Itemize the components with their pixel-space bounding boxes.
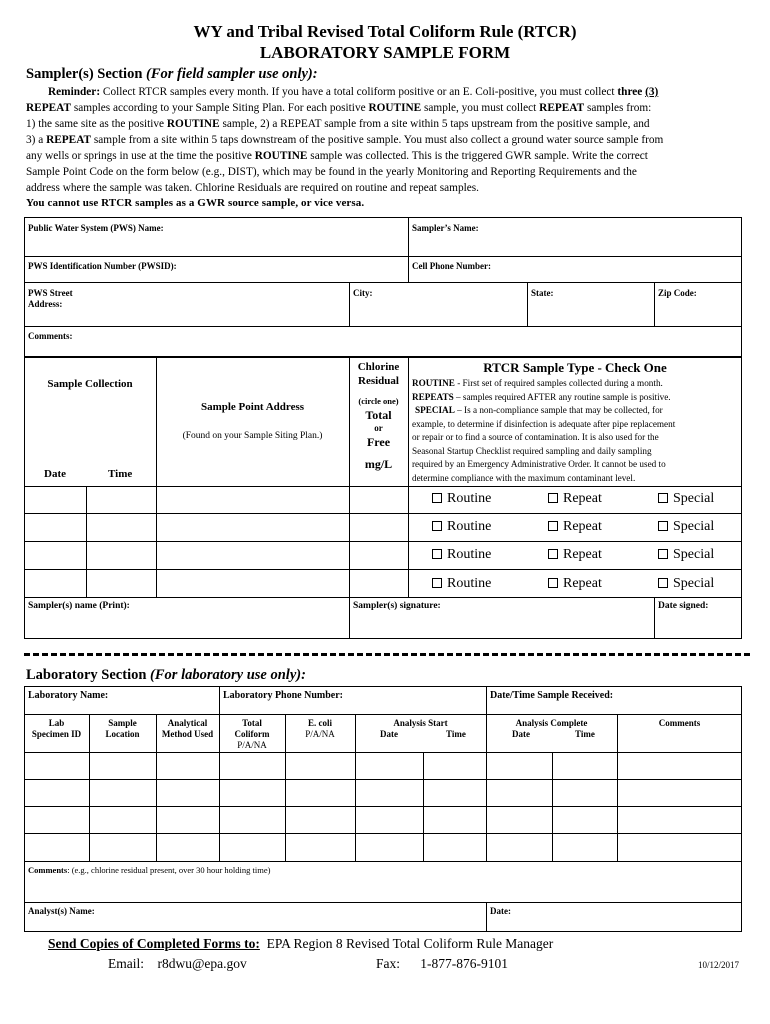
state-field[interactable]: State: — [531, 288, 554, 298]
sampler-name-field[interactable]: Sampler’s Name: — [412, 223, 479, 233]
checkbox-icon — [548, 521, 558, 531]
repeat-checkbox[interactable] — [548, 547, 602, 563]
special-checkbox[interactable] — [658, 576, 714, 592]
divider — [408, 217, 409, 282]
line5b: sample was collected. This is the triggered GWR sample. Write the correct — [310, 150, 648, 162]
divider — [24, 513, 742, 514]
line6: Sample Point Code on the form below (e.g., DIST), which may be found in the yearly Monitoring and Reporting Requirements and the — [26, 166, 637, 178]
street-field-label[interactable]: PWS Street — [28, 288, 73, 298]
routine-label: Routine — [447, 491, 492, 506]
col-lab-specimen-line1: Lab — [48, 718, 65, 728]
col-analysis-complete: Analysis Complete — [515, 718, 588, 728]
repeat-label: Repeat — [563, 491, 602, 506]
form-date: 10/12/2017 — [698, 960, 740, 970]
city-field[interactable]: City: — [353, 288, 373, 298]
routine-checkbox[interactable] — [432, 491, 491, 507]
lab-comments-field[interactable] — [28, 865, 270, 875]
divider — [408, 357, 409, 597]
checkbox-icon — [548, 578, 558, 588]
col-start-time: Time — [446, 729, 466, 739]
routine-label: Routine — [447, 576, 492, 591]
special-label: Special — [673, 576, 715, 591]
line4b: sample from a site within 5 taps downstream of the positive sample. You must also collect a ground water source sample from — [93, 134, 664, 146]
special-def-5: required by an Emergency Administrative Order. It cannot be used to — [412, 459, 666, 469]
gwr-warning: You cannot use RTCR samples as a GWR source sample, or vice versa. — [26, 197, 365, 209]
reminder-text: Collect RTCR samples every month. If you have a total coliform positive or an E. Coli-positive, you must collect — [102, 86, 615, 98]
sample-type-heading: RTCR Sample Type - Check One — [483, 360, 667, 375]
lab-section-heading — [26, 667, 306, 684]
divider — [24, 256, 742, 257]
divider — [349, 282, 350, 326]
special-checkbox[interactable] — [658, 491, 714, 507]
sampler-heading-text: Sampler(s) Section — [26, 66, 143, 82]
total-option[interactable]: Total — [365, 408, 392, 422]
repeat-label: Repeat — [563, 519, 602, 534]
routine-def: - First set of required samples collected during a month. — [457, 378, 663, 388]
form-title-line1: WY and Tribal Revised Total Coliform Rule (RTCR) — [193, 22, 577, 41]
reminder-label: Reminder: — [48, 86, 101, 98]
three-number: (3) — [645, 86, 659, 98]
repeat-checkbox[interactable] — [548, 491, 602, 507]
col-total-line2: Coliform — [234, 729, 270, 739]
divider — [24, 541, 742, 542]
special-def-4: Seasonal Startup Checklist required sampling and daily sampling — [412, 445, 652, 456]
reminder-paragraph — [26, 84, 746, 196]
pws-name-field[interactable]: Public Water System (PWS) Name: — [28, 223, 164, 233]
checkbox-icon — [432, 578, 442, 588]
col-sample-location-line1: Sample — [108, 718, 137, 728]
address-field-label[interactable]: Address: — [28, 299, 63, 309]
cell-phone-field[interactable]: Cell Phone Number: — [412, 261, 491, 271]
special-checkbox[interactable] — [658, 547, 714, 563]
divider — [24, 569, 742, 570]
col-ecoli — [285, 718, 355, 740]
routine-checkbox[interactable] — [432, 547, 491, 563]
special-label: Special — [673, 519, 715, 534]
col-lab-specimen — [24, 718, 89, 740]
divider — [24, 597, 742, 598]
col-ecoli-line2: P/A/NA — [305, 729, 335, 739]
repeat-checkbox[interactable] — [548, 519, 602, 535]
lab-comments-label: Comments — [28, 865, 68, 875]
sample-collection-header: Sample Collection — [47, 378, 133, 390]
email-label: Email: — [108, 956, 144, 971]
special-def-6: determine compliance with the maximum contaminant level. — [412, 472, 636, 483]
col-analytical-method — [156, 718, 219, 740]
checkbox-icon — [432, 521, 442, 531]
repeats-def: – samples required AFTER any routine sample is positive. — [456, 391, 671, 402]
mgl-unit: mg/L — [364, 457, 393, 471]
repeat-word: REPEAT — [26, 102, 71, 114]
section-divider — [24, 653, 750, 656]
email-link[interactable]: r8dwu@epa.gov — [157, 956, 247, 971]
repeat-label: Repeat — [563, 576, 602, 591]
divider — [486, 902, 487, 932]
divider — [486, 714, 487, 861]
col-analysis-start: Analysis Start — [393, 718, 448, 728]
col-sample-location-line2: Location — [105, 729, 140, 739]
col-total-coliform — [219, 718, 285, 751]
divider — [617, 714, 618, 861]
line5a: any wells or springs in use at the time the positive — [26, 150, 252, 162]
fax-number: 1-877-876-9101 — [420, 956, 509, 971]
repeats-def-label: REPEATS — [412, 391, 454, 402]
line3b: sample, 2) a REPEAT sample from a site within 5 taps upstream from the positive sample, and — [222, 118, 650, 130]
col-lab-specimen-line2: Specimen ID — [31, 729, 82, 739]
divider — [24, 806, 742, 807]
divider — [24, 902, 742, 903]
special-def-label: SPECIAL — [415, 405, 455, 415]
divider — [654, 597, 655, 639]
email-line — [108, 956, 247, 972]
col-sample-location — [89, 718, 156, 740]
divider — [24, 282, 742, 283]
sampler-signature-field[interactable]: Sampler(s) signature: — [353, 601, 441, 611]
divider — [24, 833, 742, 834]
line3a: 1) the same site as the positive — [26, 118, 165, 130]
divider — [24, 326, 742, 327]
sampler-info-grid — [24, 217, 742, 357]
divider — [24, 486, 742, 487]
found-on-plan-note: (Found on your Sample Siting Plan.) — [182, 431, 323, 441]
repeat-label: Repeat — [563, 547, 602, 562]
sampler-heading-note: (For field sampler use only): — [146, 66, 318, 82]
checkbox-icon — [432, 549, 442, 559]
lab-name-field[interactable]: Laboratory Name: — [28, 690, 109, 701]
residual-header: Residual — [358, 375, 399, 387]
col-ecoli-line1: E. coli — [308, 718, 332, 728]
lab-phone-field[interactable]: Laboratory Phone Number: — [223, 690, 343, 701]
divider — [156, 357, 157, 597]
repeat-word-2: REPEAT — [539, 102, 585, 114]
form-title-line2: LABORATORY SAMPLE FORM — [259, 43, 511, 62]
special-label: Special — [673, 491, 715, 506]
checkbox-icon — [548, 549, 558, 559]
col-complete-date: Date — [512, 729, 530, 739]
special-checkbox[interactable] — [658, 519, 714, 535]
special-def-2: example, to determine if disinfection is adequate after pipe replacement — [412, 418, 676, 429]
sampler-section-heading — [26, 66, 318, 83]
analyst-name-field[interactable]: Analyst(s) Name: — [28, 906, 95, 916]
routine-label: Routine — [447, 547, 492, 562]
line4a: 3) a — [26, 134, 44, 146]
routine-word-3: ROUTINE — [254, 150, 308, 162]
repeat-checkbox[interactable] — [548, 576, 602, 592]
col-method-line1: Analytical — [167, 718, 208, 728]
three-word: three — [617, 86, 643, 98]
date-signed-field[interactable]: Date signed: — [658, 601, 709, 611]
sample-type-definitions — [412, 377, 742, 485]
send-copies-label: Send Copies of Completed Forms to: — [48, 936, 260, 951]
routine-word: ROUTINE — [368, 102, 422, 114]
divider — [24, 752, 742, 753]
checkbox-icon — [432, 493, 442, 503]
col-total-line1: Total — [242, 718, 262, 728]
sample-point-address-header: Sample Point Address — [200, 401, 305, 413]
col-complete-time: Time — [575, 729, 595, 739]
divider — [24, 714, 742, 715]
col-comments: Comments — [658, 718, 701, 728]
send-to-recipient: EPA Region 8 Revised Total Coliform Rule Manager — [266, 936, 554, 951]
reminder-text-3: sample, you must collect — [424, 102, 537, 114]
routine-word-2: ROUTINE — [166, 118, 220, 130]
reminder-text-2: samples according to your Sample Siting Plan. For each positive — [73, 102, 366, 114]
routine-label: Routine — [447, 519, 492, 534]
reminder-text-4: samples from: — [586, 102, 652, 114]
col-total-line3: P/A/NA — [237, 740, 267, 750]
repeat-word-3: REPEAT — [46, 134, 92, 146]
checkbox-icon — [548, 493, 558, 503]
date-header: Date — [44, 468, 66, 480]
special-def-1: – Is a non-compliance sample that may be collected, for — [457, 405, 663, 415]
send-copies-line — [48, 936, 553, 952]
routine-checkbox[interactable] — [432, 519, 491, 535]
special-def-3: or repair or to find a source of contamination. It is also used for the — [412, 432, 659, 442]
sampler-print-name-field[interactable]: Sampler(s) name (Print): — [28, 601, 130, 611]
checkbox-icon — [658, 549, 668, 559]
lab-heading-note: (For laboratory use only): — [150, 667, 306, 683]
checkbox-icon — [658, 578, 668, 588]
divider — [355, 714, 356, 861]
lab-comments-note: : (e.g., chlorine residual present, over 30 hour holding time) — [67, 865, 271, 875]
divider — [24, 779, 742, 780]
checkbox-icon — [658, 493, 668, 503]
analyst-date-field[interactable]: Date: — [490, 906, 511, 916]
or-text: or — [374, 423, 383, 433]
chlorine-header: Chlorine — [357, 361, 400, 373]
divider — [486, 686, 487, 714]
divider — [24, 861, 742, 862]
zip-field[interactable]: Zip Code: — [658, 288, 697, 298]
routine-def-label: ROUTINE — [412, 378, 455, 388]
col-start-date: Date — [380, 729, 398, 739]
col-method-line2: Method Used — [161, 729, 214, 739]
special-label: Special — [673, 547, 715, 562]
fax-label: Fax: — [376, 956, 401, 971]
fax-line — [376, 956, 508, 972]
divider — [219, 686, 220, 714]
line7: address where the sample was taken. Chlorine Residuals are required on routine and repeat samples. — [26, 182, 479, 194]
date-received-field[interactable]: Date/Time Sample Received: — [490, 690, 614, 701]
pwsid-field[interactable]: PWS Identification Number (PWSID): — [28, 261, 177, 271]
divider — [654, 282, 655, 326]
comments-field[interactable]: Comments: — [28, 331, 73, 341]
checkbox-icon — [658, 521, 668, 531]
routine-checkbox[interactable] — [432, 576, 491, 592]
circle-one-note: (circle one) — [358, 396, 399, 406]
lab-heading-text: Laboratory Section — [26, 667, 147, 683]
time-header: Time — [108, 468, 133, 480]
free-option[interactable]: Free — [366, 435, 391, 449]
divider — [527, 282, 528, 326]
